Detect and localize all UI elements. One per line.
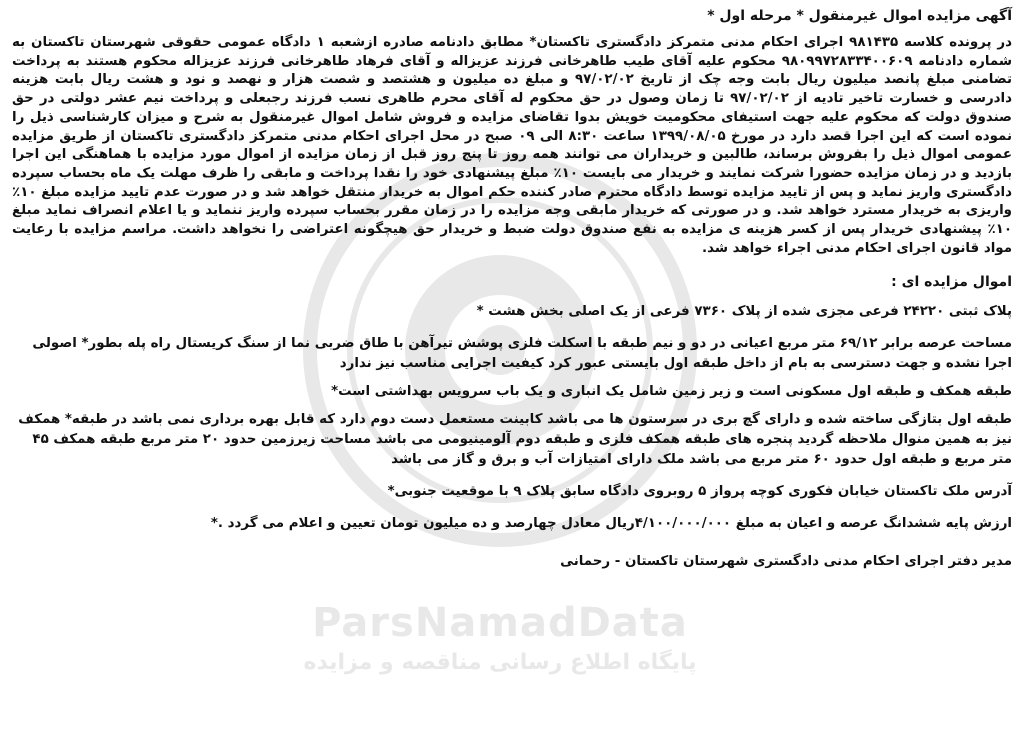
asset-address-item: آدرس ملک تاکستان خیابان فکوری کوچه پرواز ۵ روبروی دادگاه سابق پلاک ۹ با موقعیت جنوبی* bbox=[387, 484, 1012, 500]
asset-value-item: ارزش پایه ششدانگ عرصه و اعیان به مبلغ ۴/۱۰۰/۰۰۰/۰۰۰ریال معادل چهارصد و ده میلیون تومان تعیین و اعلام می گردد .* bbox=[210, 516, 1012, 532]
asset-details-item: طبقه اول بتازگی ساخته شده و دارای گچ بری در سرستون ها می باشد کابینت مستعمل دست دوم دارد که قابل بهره برداری نمی باشد در طبقه* همکف نیز به همین منوال ملاحظه گردید پنجره های طبقه همکف فلزی و طبقه دوم آلومینیومی می باشد مساحت زیرزمین حدود ۲۰ متر مربع طبقه همکف ۴۵ متر مربع و طبقه اول حدود ۶۰ متر مربع می باشد ملک دارای امتیازات آب و برق و گاز می باشد bbox=[18, 412, 1012, 468]
asset-area-item: مساحت عرصه برابر ۶۹/۱۲ متر مربع اعیانی در دو و نیم طبقه با اسکلت فلزی پوشش تیرآهن با طاق ضربی نما از سنگ کریستال راه پله بطور* اصولی اجرا نشده و جهت دسترسی به بام از داخل طبقه اول بایستی عبور کرد کیفیت اجرایی مناسب نیز ندارد bbox=[32, 336, 1012, 372]
watermark-subtitle: پایگاه اطلاع رسانی مناقصه و مزایده bbox=[303, 650, 697, 675]
assets-heading: اموال مزایده ای : bbox=[891, 274, 1012, 291]
notice-body: در پرونده کلاسه ۹۸۱۴۳۵ اجرای احکام مدنی متمرکز دادگستری تاکستان* مطابق دادنامه صادره ازشعبه ۱ دادگاه عمومی حقوقی شهرستان تاکستان به شماره دادنامه ۹۸۰۹۹۷۲۸۳۳۴۰۰۶۰۹ محکوم علیه آقای طیب طاهرخانی فرزند عزیزاله و آقای فرهاد طاهرخانی فرزند عزیزاله محکوم هستند به پرداخت تضامنی مبلغ پانصد میلیون ریال بابت وجه چک از تاریخ ۹۷/۰۲/۰۲ و مبلغ ده میلیون و هشتصد و شصت هزار و نهصد و نود و هشت ریال بابت هزینه دادرسی و خسارت تاخیر تادیه از ۹۷/۰۲/۰۲ تا زمان وصول در حق محکوم له آقای محرم طاهری نسب فرزند رجبعلی و پرداخت نیم عشر دولتی در حق صندوق دولت که محکوم علیه جهت استیفای محکومیت خویش بدوا تقاضای مزایده و فروش شامل اموال غیرمنقول به شرح و میزان کارشناسی ذیل را نموده است که این اجرا قصد دارد در مورخ ۱۳۹۹/۰۸/۰۵ ساعت ۸:۳۰ الی ۰۹ صبح در محل اجرای احکام مدنی متمرکز دادگستری تاکستان از طریق مزایده عمومی اموال ذیل را بفروش برساند، طالبین و خریداران می توانند همه روز تا پنج روز قبل از زمان مزایده از اموال مورد مزایده با هماهنگی این اجرا بازدید و در زمان مزایده حضورا شرکت نمایند و خریدار می بایست ۱۰٪ مبلغ پیشنهادی خود را نقدا پرداخت و مابقی را ظرف مهلت یک ماه بحساب سپرده دادگستری واریز نماید و پس از تایید مزایده توسط دادگاه محترم صادر کننده حکم اموال به خریدار منتقل خواهد شد و در صورت عدم تایید مزایده مبلغ ۱۰٪ واریزی به خریدار مسترد خواهد شد. و در صورتی که خریدار مابقی وجه مزایده را در زمان مقرر بحساب سپرده واریز ننماید و یا اعلام انصراف نماید مبلغ ۱۰٪ پیشنهادی خریدار پس از کسر هزینه ی مزایده به نفع صندوق دولت ضبط و خریدار حق هیچگونه اعتراضی را نخواهد داشت. مراسم مزایده با رعایت مواد قانون اجرای احکام مدنی اجراء خواهد شد. bbox=[12, 35, 1013, 256]
notice-title: آگهی مزایده اموال غیرمنقول * مرحله اول * bbox=[707, 8, 1012, 24]
signature: مدیر دفتر اجرای احکام مدنی دادگستری شهرستان تاکستان - رحمانی bbox=[560, 554, 1012, 570]
asset-floors-item: طبقه همکف و طبقه اول مسکونی است و زیر زمین شامل یک انباری و یک باب سرویس بهداشتی است* bbox=[331, 384, 1012, 400]
watermark-brand: ParsNamadData bbox=[312, 600, 688, 646]
asset-plate-item: پلاک ثبتی ۲۴۲۲۰ فرعی مجزی شده از پلاک ۷۳۶۰ فرعی از یک اصلی بخش هشت * bbox=[476, 304, 1012, 320]
